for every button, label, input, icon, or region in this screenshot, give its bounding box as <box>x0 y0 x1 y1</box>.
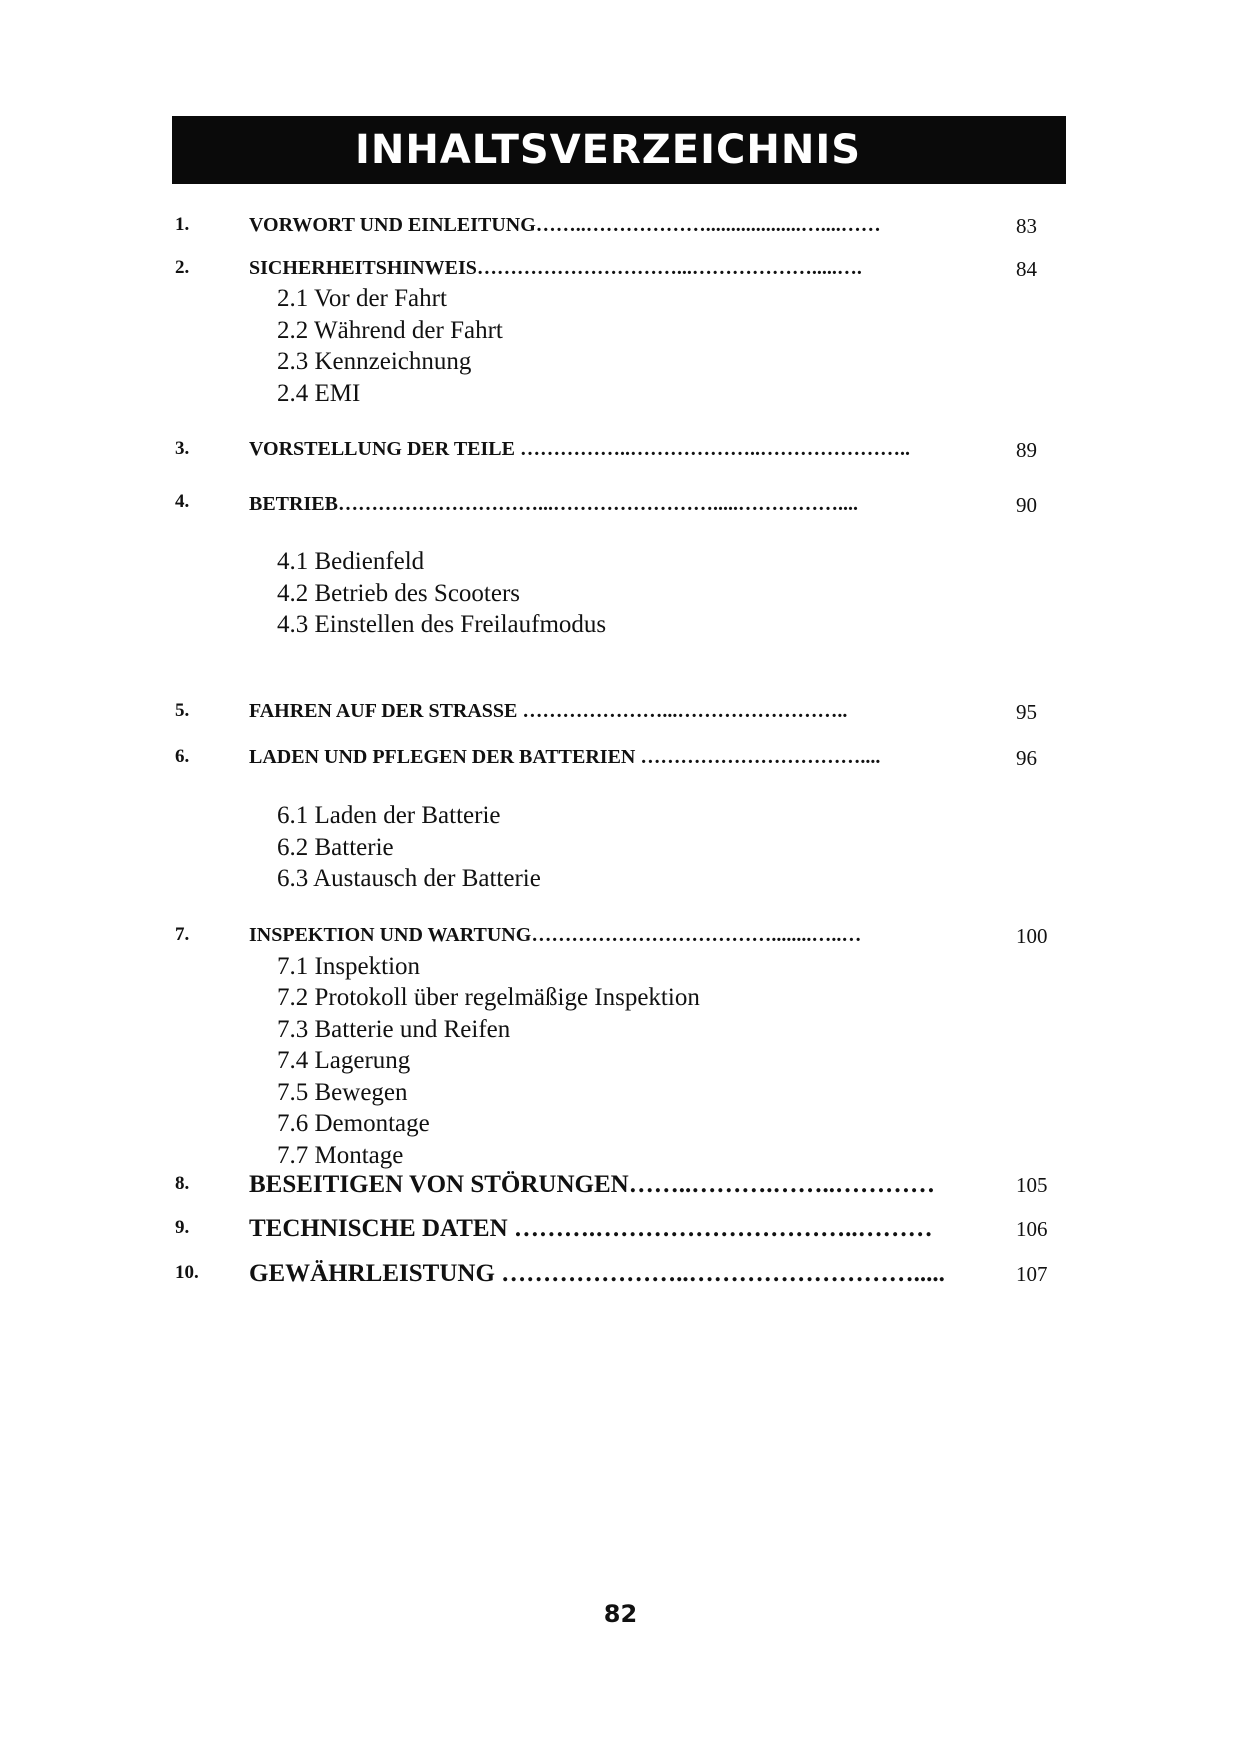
toc-leader: ……………..………………..………………….. <box>514 438 910 460</box>
toc-title: TECHNISCHE DATEN ……….…………………………..……… <box>249 1215 933 1242</box>
toc-title: VORSTELLUNG DER TEILE ……………..………………..………………….. <box>249 438 910 460</box>
toc-subitem[interactable]: 7.6 Demontage <box>277 1110 430 1137</box>
toc-entry[interactable] <box>0 214 1241 244</box>
toc-entry[interactable] <box>0 700 1241 730</box>
toc-number: 8. <box>175 1173 190 1194</box>
toc-number: 7. <box>175 924 190 945</box>
toc-leader: …………………………...……………….....…. <box>476 257 862 279</box>
toc-entry[interactable] <box>0 924 1241 954</box>
toc-page-number: 83 <box>1016 214 1037 238</box>
toc-subitem[interactable]: 6.3 Austausch der Batterie <box>277 865 541 892</box>
toc-number: 2. <box>175 257 190 278</box>
toc-title: GEWÄHRLEISTUNG …………………..………………………..... <box>249 1260 945 1287</box>
toc-number: 6. <box>175 746 190 767</box>
toc-page-number: 96 <box>1016 746 1037 770</box>
toc-number: 9. <box>175 1217 190 1238</box>
toc-title: LADEN UND PFLEGEN DER BATTERIEN …………………………….... <box>249 746 881 768</box>
toc-entry[interactable] <box>0 257 1241 287</box>
toc-number: 10. <box>175 1262 199 1283</box>
toc-page-number: 100 <box>1016 924 1048 948</box>
toc-leader: …………………………...…………………….....…………….... <box>337 493 858 515</box>
toc-leader: ……..………………...................…....…… <box>535 214 881 236</box>
toc-leader: …………………..………………………..... <box>494 1260 945 1287</box>
toc-number: 4. <box>175 491 190 512</box>
toc-title: SICHERHEITSHINWEIS…………………………...……………….....…. <box>249 257 862 279</box>
toc-subitem[interactable]: 4.1 Bedienfeld <box>277 548 425 575</box>
toc-subitem[interactable]: 6.2 Batterie <box>277 834 394 861</box>
toc-entry[interactable] <box>0 1215 1241 1245</box>
toc-leader: …………………...…………………….. <box>517 700 848 722</box>
toc-leader: ……..……….……..………… <box>628 1171 935 1198</box>
toc-subitem[interactable]: 2.3 Kennzeichnung <box>277 348 472 375</box>
toc-page-number: 90 <box>1016 493 1037 517</box>
toc-subitem[interactable]: 4.3 Einstellen des Freilaufmodus <box>277 611 607 638</box>
toc-page-number: 89 <box>1016 438 1037 462</box>
toc-entry[interactable] <box>0 1260 1241 1290</box>
toc-subitem[interactable]: 2.1 Vor der Fahrt <box>277 285 447 312</box>
toc-subitem[interactable]: 6.1 Laden der Batterie <box>277 802 501 829</box>
toc-subitem[interactable]: 7.1 Inspektion <box>277 953 421 980</box>
toc-page-number: 95 <box>1016 700 1037 724</box>
toc-number: 1. <box>175 214 190 235</box>
toc-page-number: 107 <box>1016 1262 1048 1286</box>
toc-leader: ………………………………........…..… <box>531 924 862 946</box>
toc-title: FAHREN AUF DER STRASSE …………………...…………………….. <box>249 700 848 722</box>
toc-subitem[interactable]: 7.5 Bewegen <box>277 1079 408 1106</box>
toc-title: BESEITIGEN VON STÖRUNGEN……..……….……..………… <box>249 1171 935 1198</box>
toc-title: BETRIEB…………………………...…………………….....…………….... <box>249 493 858 515</box>
title-banner <box>172 116 1066 184</box>
toc-leader: ……….…………………………..……… <box>507 1215 933 1242</box>
toc-subitem[interactable]: 2.2 Während der Fahrt <box>277 317 503 344</box>
toc-page-number: 106 <box>1016 1217 1048 1241</box>
toc-subitem[interactable]: 7.7 Montage <box>277 1142 404 1169</box>
toc-title: VORWORT UND EINLEITUNG……..………………...................…....…… <box>249 214 881 236</box>
toc-number: 3. <box>175 438 190 459</box>
toc-subitem[interactable]: 4.2 Betrieb des Scooters <box>277 580 521 607</box>
page-title: INHALTSVERZEICHNIS <box>354 127 862 173</box>
toc-subitem[interactable]: 7.4 Lagerung <box>277 1047 411 1074</box>
toc-page-number: 84 <box>1016 257 1037 281</box>
toc-subitem[interactable]: 2.4 EMI <box>277 380 361 407</box>
toc-entry[interactable] <box>0 438 1241 468</box>
toc-leader: …………………………….... <box>635 746 881 768</box>
toc-number: 5. <box>175 700 190 721</box>
toc-entry[interactable] <box>0 493 1241 523</box>
page-number: 82 <box>603 1600 638 1628</box>
toc-entry[interactable] <box>0 746 1241 776</box>
toc-title: INSPEKTION UND WARTUNG………………………………........…..… <box>249 924 862 946</box>
toc-subitem[interactable]: 7.2 Protokoll über regelmäßige Inspektion <box>277 984 700 1011</box>
toc-page-number: 105 <box>1016 1173 1048 1197</box>
toc-subitem[interactable]: 7.3 Batterie und Reifen <box>277 1016 511 1043</box>
toc-entry[interactable] <box>0 1171 1241 1201</box>
